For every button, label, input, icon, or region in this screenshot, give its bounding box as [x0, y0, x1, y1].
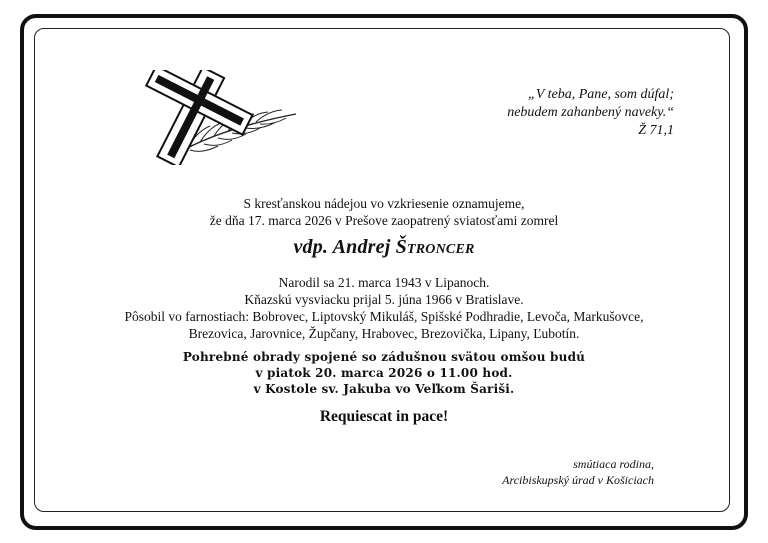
signature-line-2: Arcibiskupský úrad v Košiciach — [502, 473, 654, 487]
closing-prayer: Requiescat in pace! — [319, 408, 449, 425]
biography — [0, 274, 768, 342]
signature-line-1: smútiaca rodina, — [573, 457, 654, 471]
deceased-name — [0, 236, 768, 259]
deceased-surname: Štroncer — [395, 236, 475, 258]
funeral-line-2: v piatok 20. marca 2026 o 11.00 hod. — [255, 366, 513, 380]
intro-line-1: S kresťanskou nádejou vo vzkriesenie oznamujeme, — [243, 196, 525, 211]
funeral-line-1: Pohrebné obrady spojené so zádušnou svätou omšou budú — [182, 350, 586, 364]
deceased-title-given: vdp. Andrej — [293, 236, 391, 258]
bio-line-4: Brezovica, Jarovnice, Župčany, Hrabovec, Brezovička, Lipany, Ľubotín. — [188, 326, 580, 341]
cross-with-palm-icon — [118, 70, 308, 165]
bio-line-2: Kňazskú vysviacku prijal 5. júna 1966 v Bratislave. — [244, 292, 524, 307]
quote-line-2: nebudem zahanbený naveky.“ — [507, 105, 674, 120]
quote-reference: Ž 71,1 — [638, 123, 674, 138]
bio-line-1: Narodil sa 21. marca 1943 v Lipanoch. — [278, 275, 490, 290]
scripture-quote — [507, 86, 674, 140]
bio-line-3: Pôsobil vo farnostiach: Bobrovec, Liptovský Mikuláš, Spišské Podhradie, Levoča, Markušovce, — [124, 309, 644, 324]
quote-line-1: „V teba, Pane, som dúfal; — [528, 87, 674, 102]
funeral-line-3: v Kostole sv. Jakuba vo Veľkom Šariši. — [253, 382, 515, 396]
signature — [502, 456, 654, 488]
announcement-intro — [0, 195, 768, 229]
funeral-details — [0, 349, 768, 397]
intro-line-2: že dňa 17. marca 2026 v Prešove zaopatrený sviatosťami zomrel — [209, 213, 559, 228]
